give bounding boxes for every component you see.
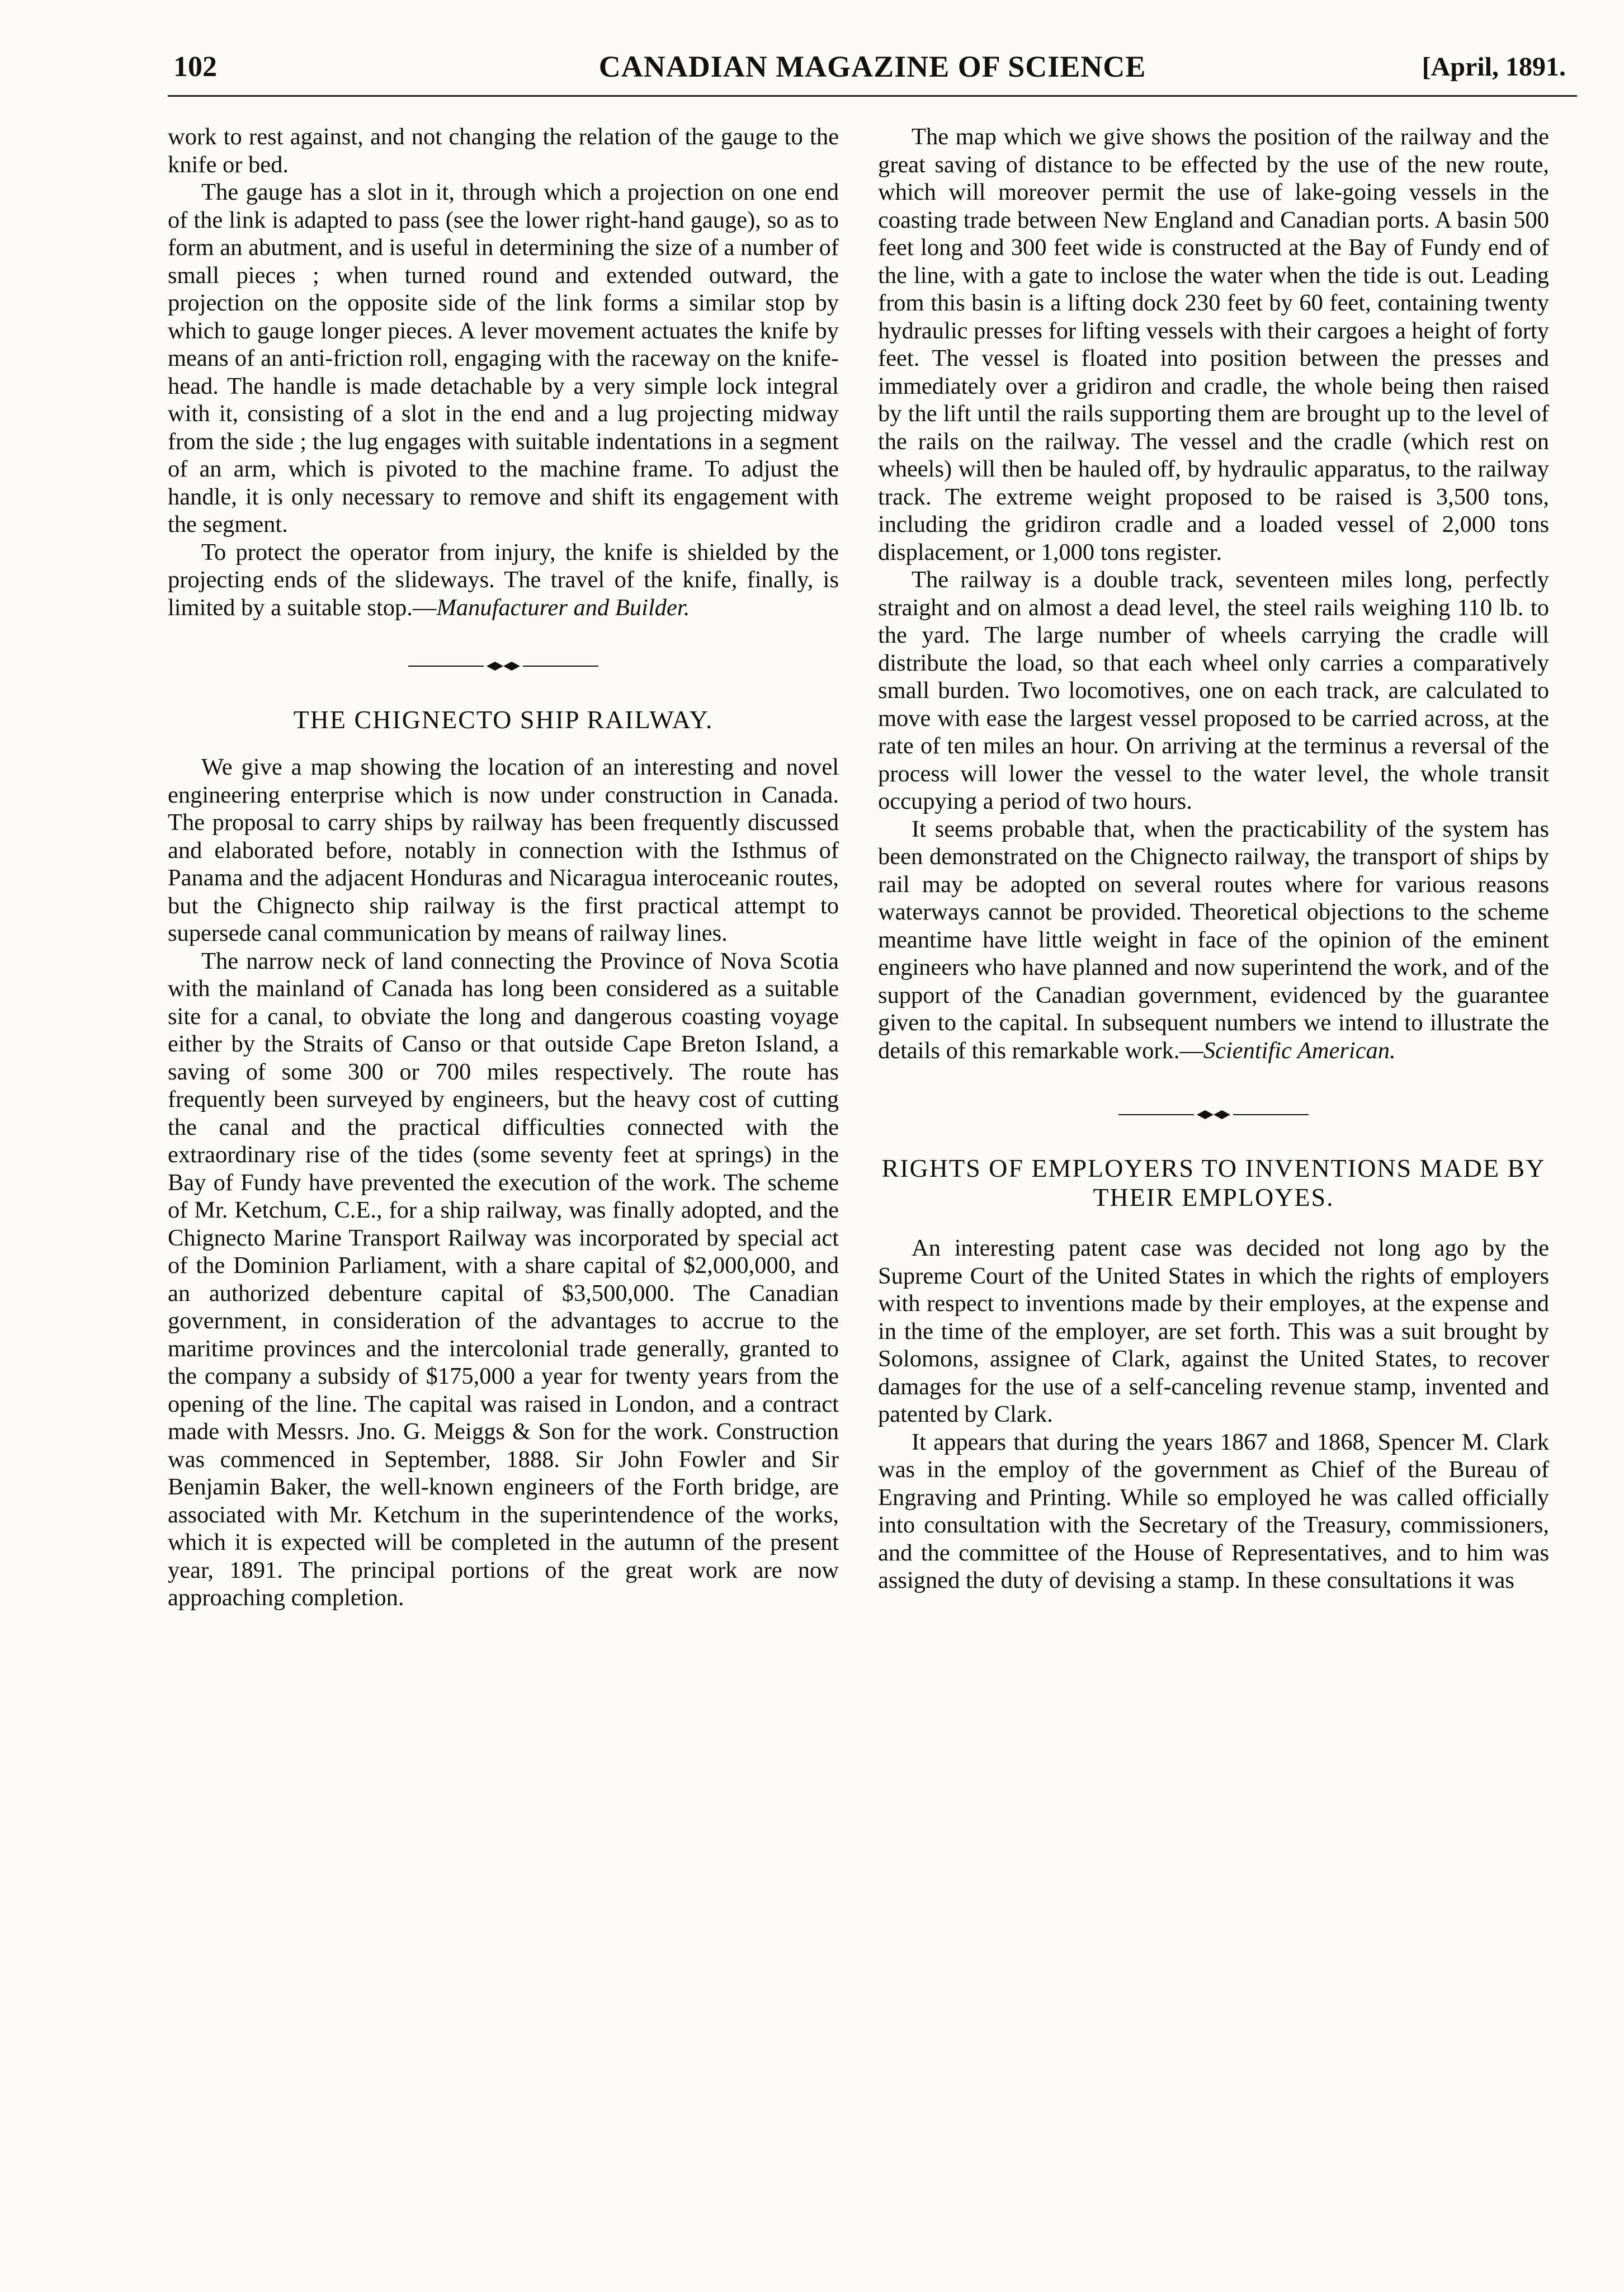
paragraph-protect-text: To protect the operator from injury, the knife is shielded by the projecting ends of the slideways. The travel of the knife, finally, is limited by a suitable stop.— xyxy=(168,539,839,621)
ornament-rule-icon xyxy=(1113,1103,1314,1126)
right-column xyxy=(878,123,1549,1595)
running-head xyxy=(168,45,1577,112)
paragraph-patent: An interesting patent case was decided not long ago by the Supreme Court of the United States in which the rights of employers with respect to inventions made by their employes, at the expense and in the time of the employer, are set forth. This was a suit brought by Solomons, assignee of Clark, against the United States, to recover damages for the use of a self-canceling revenue stamp, invented and patented by Clark. xyxy=(878,1235,1549,1427)
journal-title: CANADIAN MAGAZINE OF SCIENCE xyxy=(598,50,1146,83)
paragraph-neck: The narrow neck of land connecting the Province of Nova Scotia with the mainland of Canada has long been considered as a suitable site for a canal, to obviate the long and dangerous coasting voyage either by the Straits of Canso or that outside Cape Breton Island, a saving of some 300 or 700 miles respectively. The route has frequently been surveyed by engineers, but the heavy cost of cutting the canal and the practical difficulties connected with the extraordinary rise of the tides (some seventy feet at springs) in the Bay of Fundy have prevented the execution of the work. The scheme of Mr. Ketchum, C.E., for a ship railway, was finally adopted, and the Chignecto Marine Transport Railway was incorporated by special act of the Dominion Parliament, with a share capital of $2,000,000, and an authorized debenture capital of $3,500,000. The Canadian government, in consideration of the advantages to accrue to the maritime provinces and the intercolonial trade generally, granted to the company a subsidy of $175,000 a year for twenty years from the opening of the line. The capital was raised in London, and a contract made with Messrs. Jno. G. Meiggs & Son for the work. Construction was commenced in September, 1888. Sir John Fowler and Sir Benjamin Baker, the well-known engineers of the Forth bridge, are associated with Mr. Ketchum in the superintendence of the works, which it is expected will be completed in the autumn of the present year, 1891. The principal portions of the great work are now approaching completion. xyxy=(168,947,839,1611)
heading-chignecto: THE CHIGNECTO SHIP RAILWAY. xyxy=(293,705,714,734)
issue-date: [April, 1891. xyxy=(1422,52,1566,82)
paragraph-clark: It appears that during the years 1867 and 1868, Spencer M. Clark was in the employ of the government as Chief of the Bureau of Engraving and Printing. While so employed he was called officially into consultation with the Secretary of the Treasury, commissioners, and the committee of the House of Representatives, and to him was assigned the duty of devising a stamp. In these consultations it was xyxy=(878,1428,1549,1593)
paragraph-track: The railway is a double track, seventeen miles long, perfectly straight and on almost a dead level, the steel rails weighing 110 lb. to the yard. The large number of wheels carrying the cradle will distribute the load, so that each wheel only carries a comparatively small burden. Two locomotives, one on each track, are calculated to move with ease the largest vessel proposed to be carried across, at the rate of ten miles an hour. On arriving at the terminus a reversal of the process will lower the vessel to the water level, the whole transit occupying a period of two hours. xyxy=(878,567,1549,814)
magazine-page xyxy=(168,45,1577,2254)
paragraph-continued: work to rest against, and not changing the relation of the gauge to the knife or bed. xyxy=(168,124,839,178)
heading-rights: RIGHTS OF EMPLOYERS TO INVENTIONS MADE BY THEIR EMPLOYES. xyxy=(881,1154,1546,1211)
paragraph-probable xyxy=(878,815,1549,1065)
ornament-rule-icon xyxy=(403,655,604,677)
credit-scientific-american: Scientific American. xyxy=(1203,1037,1396,1064)
paragraph-route: The map which we give shows the position of the railway and the great saving of distance to be effected by the use of the new route, which will moreover permit the use of lake-going vessels in the coasting trade between New England and Canadian ports. A basin 500 feet long and 300 feet wide is constructed at the Bay of Fundy end of the line, with a gate to inclose the water when the tide is out. Leading from this basin is a lifting dock 230 feet by 60 feet, containing twenty hydraulic presses for lifting vessels with their cargoes a height of forty feet. The vessel is floated into position between the presses and immediately over a gridiron and cradle, the whole being then raised by the lift until the rails supporting them are brought up to the level of the rails on the railway. The vessel and the cradle (which rest on wheels) will then be hauled off, by hydraulic apparatus, to the railway track. The extreme weight proposed to be raised is 3,500 tons, including the gridiron cradle and a loaded vessel of 2,000 tons displacement, or 1,000 tons register. xyxy=(878,124,1549,565)
paragraph-gauge: The gauge has a slot in it, through which a projection on one end of the link is adapted to pass (see the lower right-hand gauge), so as to form an abutment, and is useful in determining the size of a number of small pieces ; when turned round and extended outward, the projection on the opposite side of the link forms a similar stop by which to gauge longer pieces. A lever movement actuates the knife by means of an anti-friction roll, engaging with the raceway on the knife-head. The handle is made detachable by a very simple lock integral with it, consisting of a slot in the end and a lug projecting midway from the side ; the lug engages with suitable indentations in a segment of an arm, which is pivoted to the machine frame. To adjust the handle, it is only necessary to remove and shift its engagement with the segment. xyxy=(168,179,839,537)
credit-manufacturer: Manufacturer and Builder. xyxy=(436,594,690,621)
left-column xyxy=(168,123,839,1612)
page-number: 102 xyxy=(173,51,217,83)
paragraph-probable-text: It seems probable that, when the practicability of the system has been demonstrated on the Chignecto railway, the transport of ships by rail may be adopted on several routes where for various reasons waterways cannot be provided. Theoretical objections to the scheme meantime have little weight in face of the opinion of the eminent engineers who have planned and now superintend the work, and of the support of the Canadian government, evidenced by the guarantee given to the capital. In subsequent numbers we intend to illustrate the details of this remarkable work.— xyxy=(878,815,1549,1064)
paragraph-map: We give a map showing the location of an interesting and novel engineering enterprise which is now under construction in Canada. The proposal to carry ships by railway has been frequently discussed and elaborated before, notably in connection with the Isthmus of Panama and the adjacent Honduras and Nicaragua interoceanic routes, but the Chignecto ship railway is the first practical attempt to supersede canal communication by means of railway lines. xyxy=(168,754,839,946)
paragraph-protect xyxy=(168,539,839,622)
header-rule xyxy=(168,95,1577,97)
